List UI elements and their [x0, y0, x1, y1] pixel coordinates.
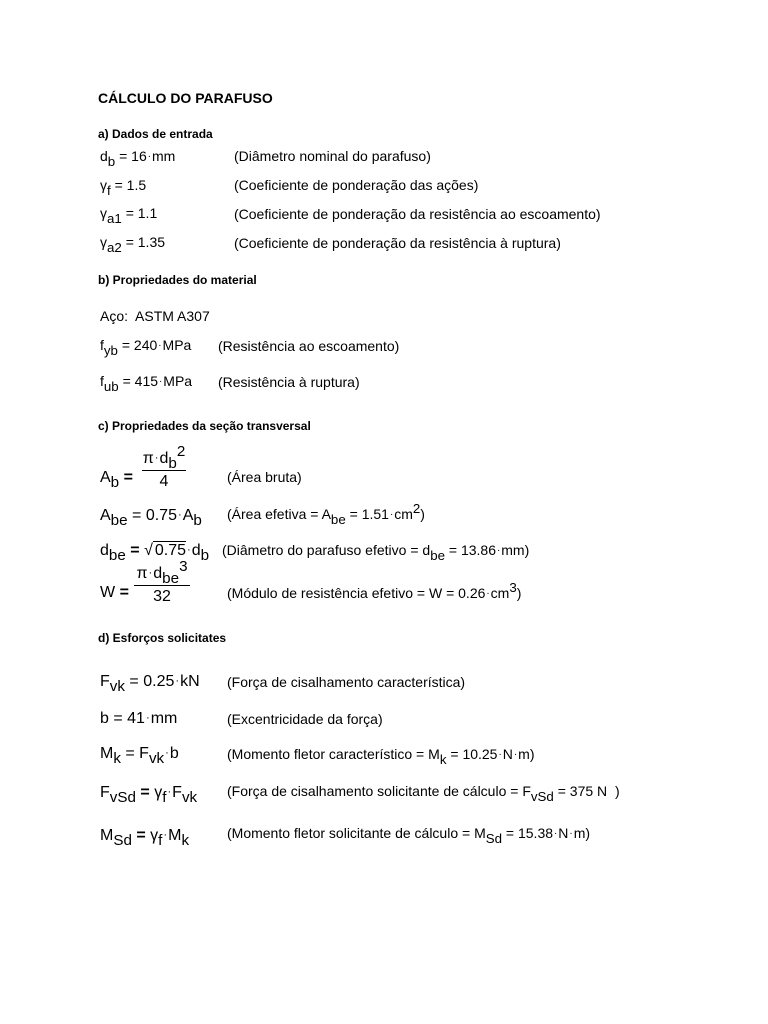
desc-text: (Diâmetro do parafuso efetivo =	[222, 542, 419, 558]
desc-subscript: be	[330, 511, 346, 527]
numerator-exponent: 2	[176, 443, 186, 461]
dot: ·	[167, 785, 172, 798]
value: 41	[127, 710, 145, 727]
desc-text: (Área efetiva	[227, 506, 307, 522]
desc-unit: N	[502, 746, 513, 762]
subscript: a1	[107, 210, 122, 226]
unit: MPa	[163, 373, 193, 389]
dot: ·	[148, 566, 153, 579]
equals: =	[125, 205, 134, 221]
equals: =	[125, 745, 135, 762]
desc-fyb: (Resistência ao escoamento)	[218, 338, 400, 354]
desc-symbol: A	[321, 506, 331, 522]
dot: ·	[163, 828, 168, 841]
subscript: yb	[103, 342, 118, 358]
desc-ab: (Área bruta)	[227, 469, 302, 485]
desc-close: )	[585, 825, 591, 841]
desc-ga1: (Coeficiente de ponderação da resistência ao escoamento)	[234, 206, 601, 222]
desc-ga2: (Coeficiente de ponderação da resistência à ruptura)	[234, 235, 561, 251]
equals: =	[129, 673, 139, 690]
dot: ·	[159, 376, 163, 388]
desc-text: (Módulo de resistência efetivo =	[227, 585, 426, 601]
equals: =	[130, 542, 140, 559]
desc-db: (Diâmetro nominal do parafuso)	[234, 148, 431, 164]
dot: ·	[186, 543, 191, 556]
dot: ·	[158, 340, 162, 352]
symbol: A	[100, 469, 111, 486]
desc-b: (Excentricidade da força)	[227, 711, 383, 727]
equals: =	[122, 373, 131, 389]
desc-unit: cm	[490, 585, 510, 601]
eq-mk	[100, 745, 179, 768]
equals: =	[450, 746, 459, 762]
desc-symbol: F	[522, 783, 531, 799]
desc-symbol: M	[428, 746, 440, 762]
equals: =	[132, 507, 142, 524]
desc-close: )	[516, 585, 522, 601]
desc-exponent: 2	[412, 501, 421, 517]
eq-b	[100, 710, 177, 728]
desc-unit: N	[558, 825, 569, 841]
desc-gf: (Coeficiente de ponderação das ações)	[234, 177, 479, 193]
unit: MPa	[162, 337, 192, 353]
desc-subscript: be	[430, 547, 445, 563]
sqrt-icon: √	[144, 542, 153, 559]
symbol: M	[100, 827, 114, 844]
rhs-subscript-2: vk	[181, 789, 198, 807]
numerator-subscript: be	[162, 570, 180, 588]
desc-abe	[227, 501, 425, 527]
value: 1.1	[137, 205, 158, 221]
equals: =	[119, 148, 128, 164]
value: 16	[131, 148, 147, 164]
symbol: f	[100, 337, 104, 353]
eq-fub	[100, 373, 193, 394]
desc-subscript: k	[439, 751, 447, 767]
desc-text: (Momento fletor solicitante de cálculo =	[227, 825, 471, 841]
equals: =	[310, 506, 319, 522]
pi-symbol: π	[142, 450, 154, 467]
desc-msd	[227, 825, 591, 846]
rhs-subscript-2: k	[181, 832, 190, 850]
subscript: be	[110, 512, 128, 530]
section-d-heading: d) Esforços solicitates	[98, 631, 227, 645]
unit: mm	[150, 710, 178, 727]
desc-text: (Momento fletor característico =	[227, 746, 425, 762]
desc-unit: cm	[394, 506, 413, 522]
numerator-subscript: b	[168, 455, 177, 473]
dot: ·	[165, 746, 169, 759]
equals: =	[121, 337, 131, 353]
eq-gf	[100, 177, 147, 198]
subscript: ub	[103, 378, 119, 394]
subscript: b	[110, 474, 120, 492]
numerator-symbol: d	[153, 565, 163, 582]
dot: ·	[497, 545, 501, 557]
eq-abe	[100, 507, 202, 530]
subscript: vSd	[109, 789, 136, 807]
equals: =	[505, 825, 515, 841]
rhs-symbol: γ	[154, 784, 163, 801]
value: 1.35	[137, 234, 166, 250]
rhs-symbol: F	[139, 745, 149, 762]
rhs-subscript: b	[200, 547, 210, 565]
symbol: M	[100, 745, 114, 762]
dot: ·	[554, 828, 558, 840]
subscript: a2	[107, 239, 122, 255]
pi-symbol: π	[136, 565, 148, 582]
desc-unit: mm	[501, 542, 525, 558]
equals: =	[113, 710, 123, 727]
eq-db	[100, 148, 176, 169]
desc-close: )	[420, 506, 425, 522]
desc-close: )	[614, 783, 620, 799]
desc-fvsd	[227, 783, 620, 804]
dot: ·	[147, 151, 152, 163]
steel-label: Aço:	[100, 308, 129, 324]
steel-value: ASTM A307	[135, 308, 210, 324]
desc-text: (Força de cisalhamento solicitante de cálculo =	[227, 783, 519, 799]
equals: =	[136, 827, 146, 844]
fraction-w	[134, 558, 190, 606]
radicand: 0.75	[154, 542, 186, 559]
equals: =	[125, 234, 134, 250]
denominator: 4	[159, 473, 169, 490]
subscript: f	[107, 182, 111, 198]
desc-value: 0.26	[458, 585, 486, 601]
subscript: b	[107, 153, 116, 169]
desc-fub: (Resistência à ruptura)	[218, 374, 360, 390]
rhs-symbol: d	[191, 542, 201, 559]
symbol: F	[100, 673, 110, 690]
unit: kN	[180, 673, 200, 690]
subscript: be	[108, 547, 126, 565]
symbol: d	[100, 542, 109, 559]
rhs-symbol-2: F	[172, 784, 182, 801]
symbol: γ	[100, 205, 107, 221]
desc-value: 1.51	[361, 506, 389, 522]
equals: =	[557, 783, 566, 799]
symbol: γ	[100, 177, 107, 193]
value: 240	[133, 337, 158, 353]
equals: =	[114, 177, 123, 193]
desc-symbol: d	[422, 542, 431, 558]
desc-symbol: W	[428, 585, 443, 601]
symbol: W	[100, 584, 116, 601]
eq-fvsd	[100, 784, 198, 807]
unit: mm	[152, 148, 176, 164]
dot: ·	[498, 749, 502, 761]
desc-unit-2: m	[518, 746, 530, 762]
desc-unit: N	[597, 783, 608, 799]
desc-w	[227, 580, 522, 601]
fraction-bar	[142, 470, 186, 471]
desc-value: 13.86	[460, 542, 496, 558]
value: 415	[134, 373, 159, 389]
section-b-heading: b) Propriedades do material	[98, 273, 257, 287]
subscript: Sd	[113, 832, 132, 850]
denominator: 32	[153, 588, 171, 605]
eq-fyb	[100, 337, 192, 358]
desc-symbol: M	[474, 825, 486, 841]
rhs-symbol-2: b	[169, 745, 179, 762]
steel-spec	[100, 308, 210, 324]
eq-ga2	[100, 234, 166, 255]
desc-exponent: 3	[509, 580, 517, 596]
dot: ·	[175, 674, 180, 687]
desc-close: )	[529, 746, 535, 762]
desc-mk	[227, 746, 535, 767]
eq-fvk	[100, 673, 200, 696]
symbol: b	[100, 710, 109, 727]
numerator-exponent: 3	[179, 558, 188, 576]
subscript: vk	[109, 678, 125, 696]
dot: ·	[177, 508, 182, 521]
dot: ·	[154, 451, 159, 464]
fraction-ab	[142, 443, 186, 491]
eq-ga1	[100, 205, 158, 226]
symbol: d	[100, 148, 108, 164]
equals: =	[446, 585, 455, 601]
equals: =	[140, 784, 150, 801]
rhs-symbol: A	[182, 507, 194, 524]
dot: ·	[145, 711, 150, 724]
symbol: γ	[100, 234, 107, 250]
symbol: F	[100, 784, 110, 801]
numerator-symbol: d	[159, 450, 169, 467]
rhs-subscript: f	[158, 832, 163, 850]
dot: ·	[569, 828, 573, 840]
symbol: A	[100, 507, 111, 524]
eq-w-lhs	[100, 584, 129, 602]
rhs-symbol-2: M	[168, 827, 182, 844]
equals: =	[119, 584, 129, 601]
eq-msd	[100, 827, 190, 850]
rhs-symbol: γ	[150, 827, 159, 844]
section-c-heading: c) Propriedades da seção transversal	[98, 419, 311, 433]
desc-value: 375	[569, 783, 594, 799]
value: 1.5	[126, 177, 147, 193]
rhs-subscript: f	[162, 789, 167, 807]
dot: ·	[486, 588, 490, 600]
desc-fvk: (Força de cisalhamento característica)	[227, 674, 466, 690]
page-title: CÁLCULO DO PARAFUSO	[98, 90, 273, 106]
equals: =	[123, 469, 133, 486]
subscript: k	[113, 750, 121, 768]
desc-subscript: Sd	[485, 830, 503, 846]
symbol: f	[100, 373, 104, 389]
equals: =	[448, 542, 458, 558]
section-a-heading: a) Dados de entrada	[98, 127, 213, 141]
equals: =	[349, 506, 358, 522]
desc-subscript: vSd	[530, 788, 554, 804]
coefficient: 0.75	[145, 507, 177, 524]
dot: ·	[389, 509, 394, 521]
desc-close: )	[524, 542, 530, 558]
dot: ·	[513, 749, 518, 761]
value: 0.25	[143, 673, 175, 690]
eq-dbe	[100, 542, 210, 565]
rhs-subscript: b	[193, 512, 202, 530]
rhs-subscript: vk	[148, 750, 165, 768]
desc-unit-2: m	[573, 825, 586, 841]
eq-ab-lhs	[100, 469, 133, 492]
desc-value: 15.38	[517, 825, 554, 841]
desc-value: 10.25	[462, 746, 498, 762]
desc-dbe	[222, 542, 530, 563]
